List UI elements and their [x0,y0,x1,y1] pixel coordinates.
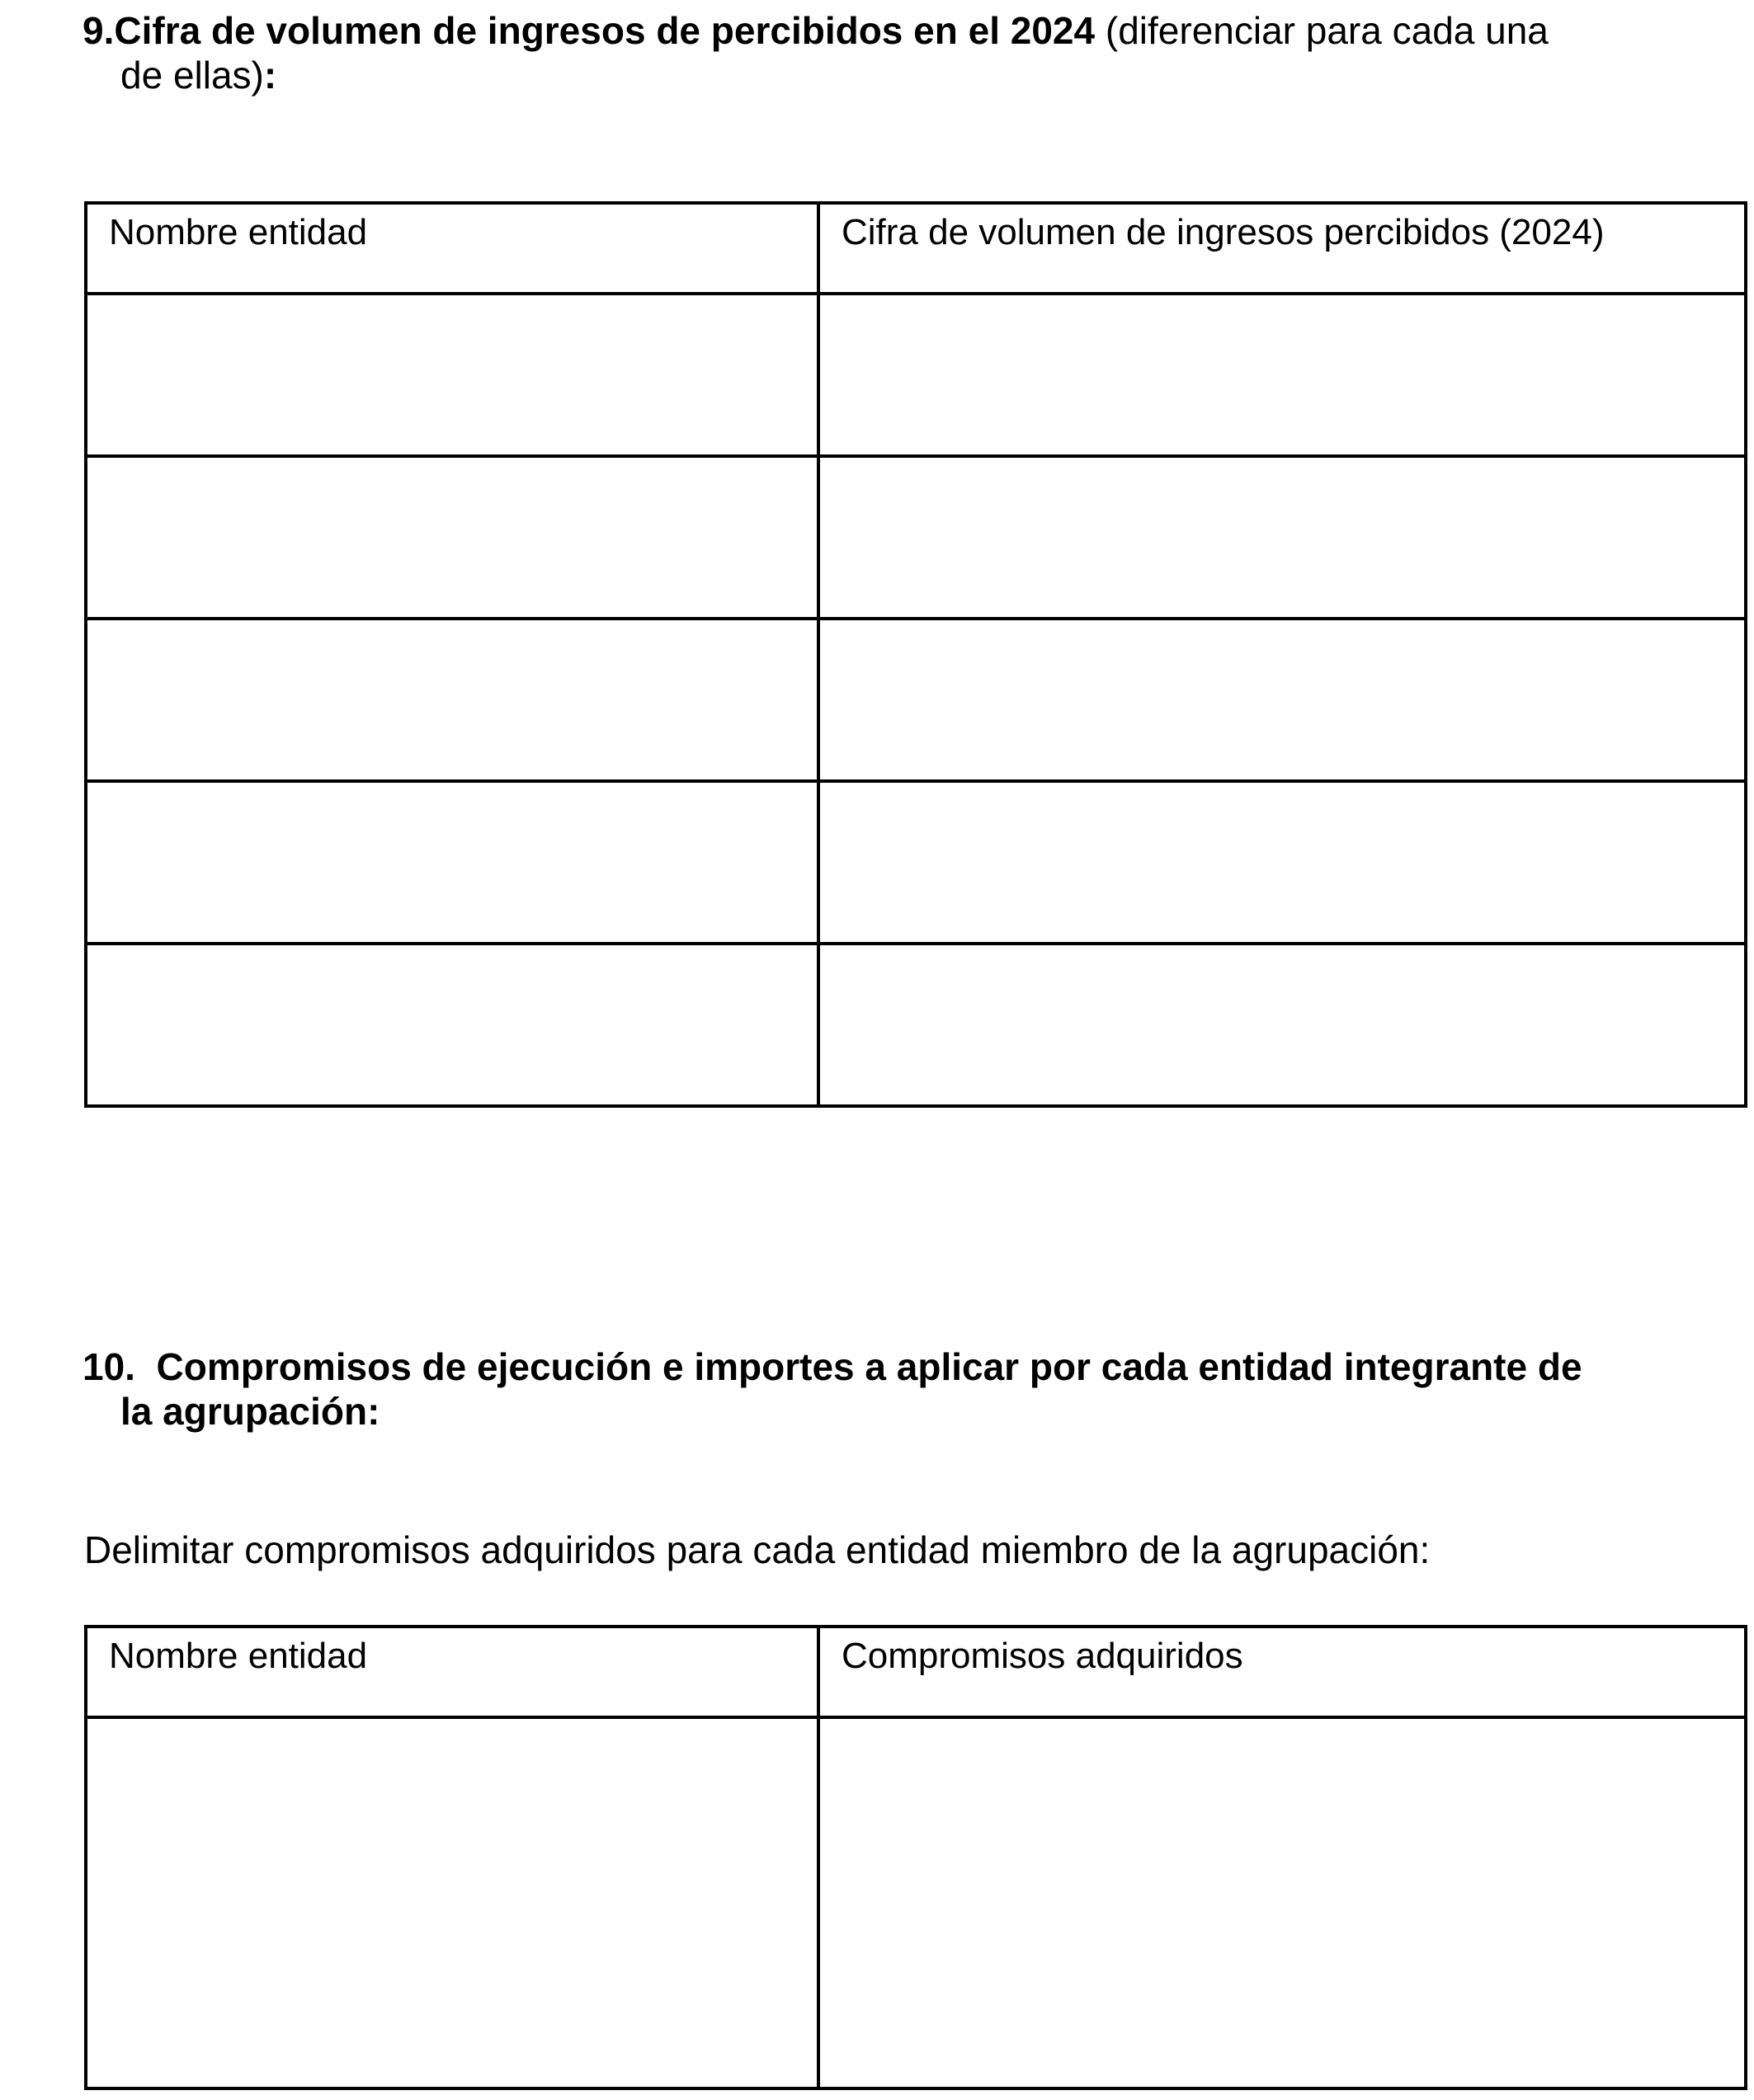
commitments-table [84,1625,1747,2090]
income-cell[interactable] [818,944,1746,1106]
section-10-title-line1: Compromisos de ejecución e importes a aplicar por cada entidad integrante de [156,1345,1582,1388]
table-row [86,944,1746,1106]
header-commitments: Compromisos adquiridos [818,1627,1746,1717]
header-income-2024: Cifra de volumen de ingresos percibidos (2024) [818,203,1746,294]
commitments-cell[interactable] [818,1717,1746,2088]
entity-name-cell[interactable] [86,294,818,456]
income-cell[interactable] [818,294,1746,456]
table-row [86,294,1746,456]
table-row [86,619,1746,781]
section-9-heading [83,8,1749,97]
income-table [84,201,1747,1108]
entity-name-cell[interactable] [86,781,818,944]
income-cell[interactable] [818,456,1746,619]
income-cell[interactable] [818,619,1746,781]
entity-name-cell[interactable] [86,944,818,1106]
table-row [86,456,1746,619]
table-header-row [86,1627,1746,1717]
entity-name-cell[interactable] [86,619,818,781]
header-entity-name: Nombre entidad [86,1627,818,1717]
section-10-title-line2: la agrupación: [120,1390,380,1433]
section-10-intro: Delimitar compromisos adquiridos para cada entidad miembro de la agrupación: [84,1528,1431,1571]
entity-name-cell[interactable] [86,1717,818,2088]
table-row [86,1717,1746,2088]
section-9-title-line2-wrap [83,53,1749,97]
section-10-number: 10. [83,1345,135,1388]
table-header-row [86,203,1746,294]
section-9-title-bold: Cifra de volumen de ingresos de percibidos en el 2024 [114,9,1096,52]
table-row [86,781,1746,944]
section-10-heading [83,1344,1749,1434]
section-9-title-line2: de ellas) [120,54,264,97]
section-9-title-colon: : [263,54,277,97]
header-entity-name: Nombre entidad [86,203,818,294]
entity-name-cell[interactable] [86,456,818,619]
section-9-number: 9. [83,9,115,52]
section-9-title-rest: (diferenciar para cada una [1095,9,1549,52]
income-cell[interactable] [818,781,1746,944]
